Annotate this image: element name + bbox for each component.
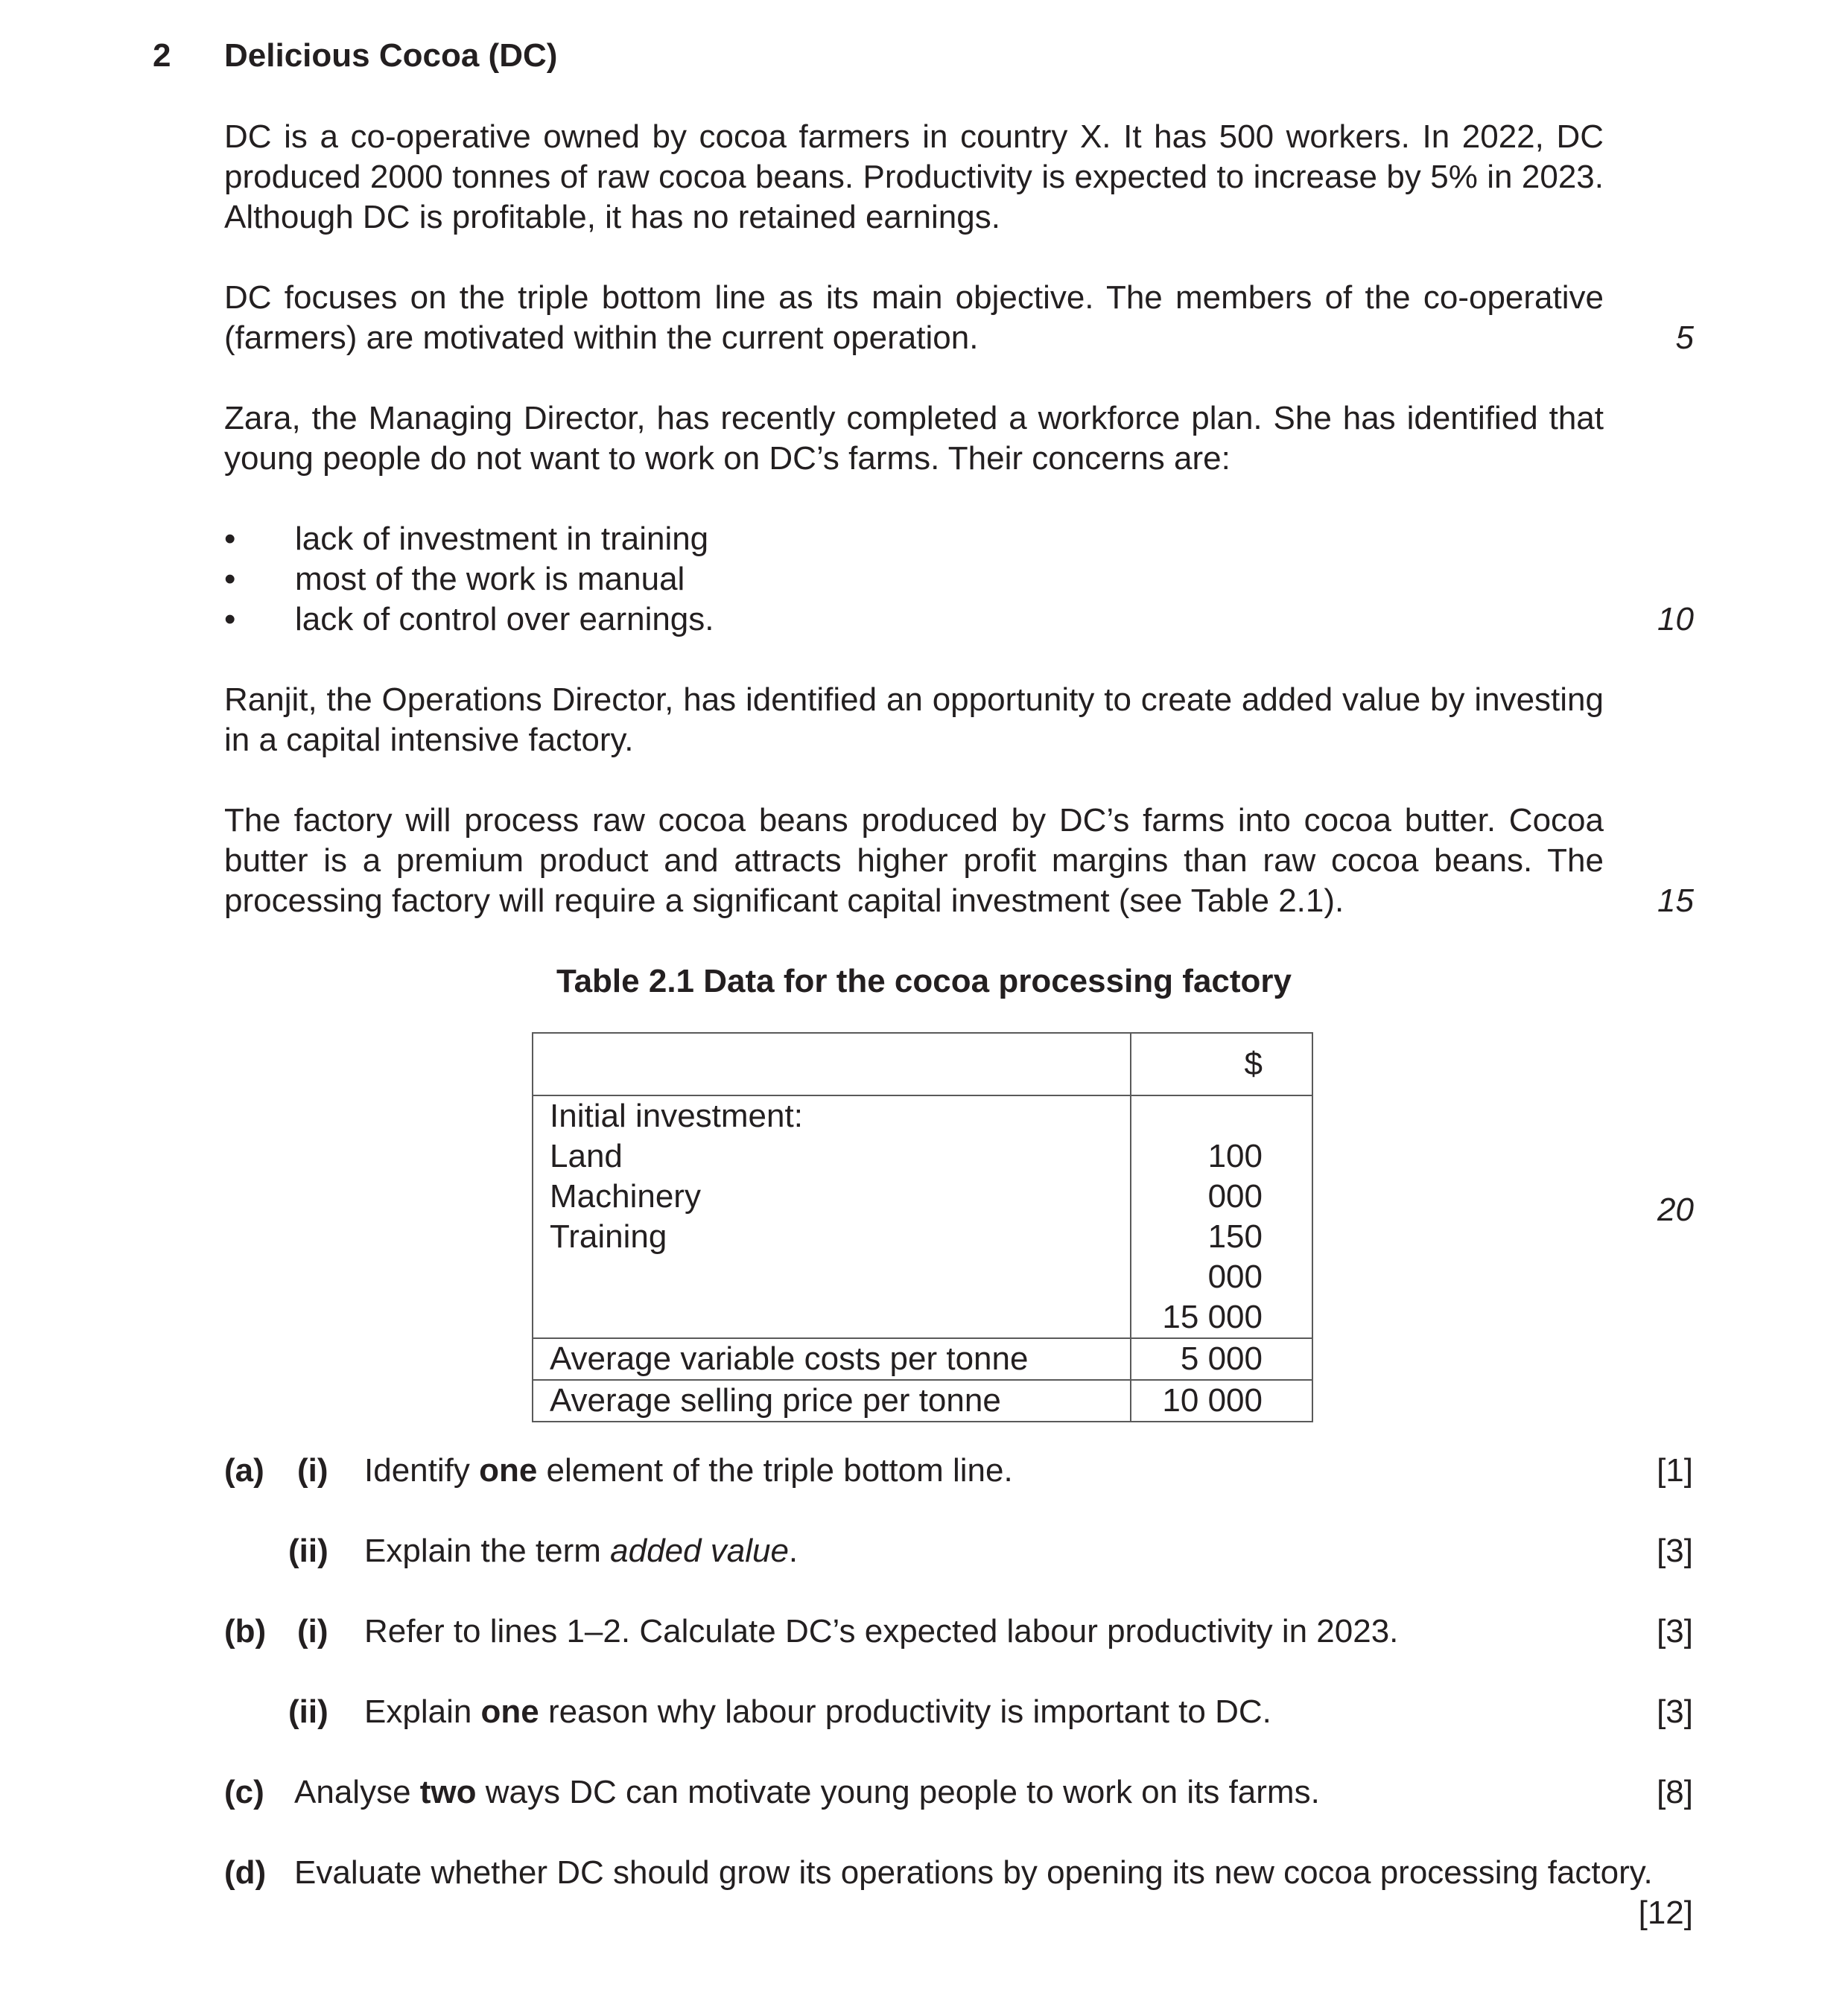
list-item [224,599,1604,640]
concerns-list [224,519,1604,640]
question-number: 2 [153,37,171,74]
list-item [224,559,1604,599]
investment-label-machinery: Machinery [550,1178,701,1215]
mark-d: [12] [1638,1895,1693,1931]
table-row [533,1380,1312,1422]
table-header-currency: $ [1131,1033,1312,1095]
question-text: Explain one reason why labour productivity is important to DC. [364,1693,1271,1730]
question-text: Evaluate whether DC should grow its operations by opening its new cocoa processing factory. [294,1854,1653,1891]
list-item-text: lack of control over earnings. [295,601,714,637]
question-d [224,1853,1693,1893]
investment-labels [533,1095,1131,1338]
mark-b-ii: [3] [1657,1693,1693,1730]
bullet-icon: • [224,521,236,557]
bullet-icon: • [224,601,236,637]
table-cell-value: 5 000 [1131,1338,1312,1380]
mark-c: [8] [1657,1774,1693,1810]
investment-value-land: 100 000 [1207,1138,1263,1215]
paragraph-2: DC focuses on the triple bottom line as its main objective. The members of the co-operative (farmers) are motivated within the current operation. [224,279,1604,356]
question-text: Analyse two ways DC can motivate young people to work on its farms. [294,1774,1320,1810]
table-row [533,1095,1312,1338]
investment-heading: Initial investment: [550,1098,803,1134]
part-label: (b) [224,1613,267,1650]
part-label: (d) [224,1854,267,1891]
investment-label-training: Training [550,1218,667,1255]
investment-value-machinery: 150 000 [1207,1218,1263,1295]
table-header-row [533,1033,1312,1095]
sub-label: (i) [297,1452,328,1489]
sub-label: (ii) [288,1693,328,1730]
table-cell-value: 10 000 [1131,1380,1312,1422]
investment-value-training: 15 000 [1162,1299,1263,1335]
sub-label: (i) [297,1613,328,1650]
sub-label: (ii) [288,1533,328,1569]
investment-label-land: Land [550,1138,623,1174]
list-item-text: most of the work is manual [295,561,685,597]
table-header-blank [533,1033,1131,1095]
table-caption: Table 2.1 Data for the cocoa processing factory [556,963,1292,999]
question-c [224,1772,1693,1813]
investment-values [1131,1095,1312,1338]
paragraph-3: Zara, the Managing Director, has recently completed a workforce plan. She has identified that young people do not want to work on DC’s farms. Their concerns are: [224,400,1604,477]
table-cell-label: Average selling price per tonne [533,1380,1131,1422]
question-b-i [224,1612,1693,1652]
mark-b-i: [3] [1657,1613,1693,1650]
line-number-15: 15 [1657,882,1694,919]
line-number-10: 10 [1657,601,1694,637]
table-cell-label: Average variable costs per tonne [533,1338,1131,1380]
question-title: Delicious Cocoa (DC) [224,37,558,74]
bullet-icon: • [224,561,236,597]
line-number-5: 5 [1675,319,1694,356]
question-text: Identify one element of the triple bottom line. [364,1452,1013,1489]
table-row [533,1338,1312,1380]
paragraph-1: DC is a co-operative owned by cocoa farmers in country X. It has 500 workers. In 2022, DC produced 2000 tonnes of raw cocoa beans. Productivity is expected to increase by 5% in 2023. Although DC is profitable, it has no retained earnings. [224,118,1604,235]
list-item-text: lack of investment in training [295,521,709,557]
line-number-20: 20 [1657,1192,1694,1228]
factory-data-table [532,1032,1313,1422]
part-label: (c) [224,1774,264,1810]
paragraph-5: The factory will process raw cocoa beans produced by DC’s farms into cocoa butter. Cocoa butter is a premium product and attracts higher profit margins than raw cocoa beans. The processing factory will require a significant capital investment (see Table 2.1). [224,802,1604,919]
part-label: (a) [224,1452,264,1489]
question-a-i [224,1451,1693,1491]
list-item [224,519,1604,559]
paragraph-4: Ranjit, the Operations Director, has identified an opportunity to create added value by investing in a capital intensive factory. [224,681,1604,758]
mark-a-i: [1] [1657,1452,1693,1489]
question-text: Refer to lines 1–2. Calculate DC’s expected labour productivity in 2023. [364,1613,1399,1650]
mark-a-ii: [3] [1657,1533,1693,1569]
question-text: Explain the term added value. [364,1533,798,1569]
